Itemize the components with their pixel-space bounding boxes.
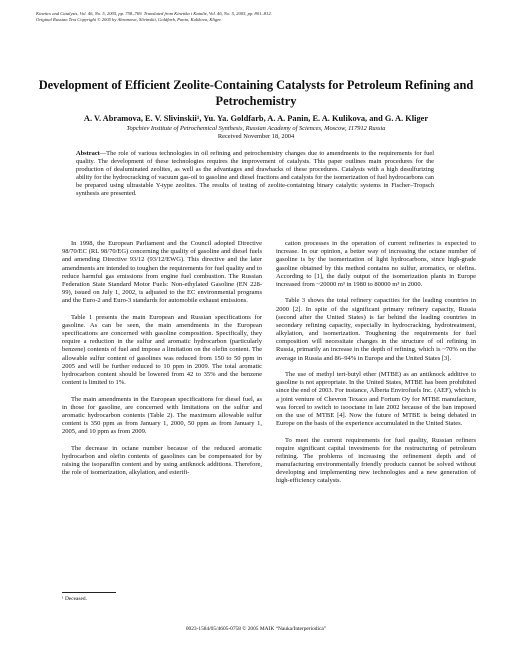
paragraph: The use of methyl tert-butyl ether (MTBE) as an antiknock additive to gasoline is not appropriate. In the United States, MTBE has been prohibited since the end of 2003. For instance, Alberta Envirofuels Inc. (AEF), which is a joint venture of Chevron Texaco and Fortum Oy for MTBE manufacture, was forced to switch to isooctane in late 2002 because of the ban imposed on the use of MTBE [4]. Now the future of MTBE is being debated in Europe on the basis of the experience accumulated in the United States. (276, 371, 477, 428)
footnote-divider (62, 592, 116, 593)
journal-citation: Kinetics and Catalysis, Vol. 46, No. 5, 2005, pp. 758–769. Translated from Kinetika i Kataliz, Vol. 46, No. 5, 2005, pp. 801–812. (36, 11, 272, 16)
copyright-line: Original Russian Text Copyright © 2005 by Abramova, Slivinskii, Goldfarb, Panin, Kulikova, Kliger. (36, 17, 222, 22)
paragraph: Table 1 presents the main European and Russian specifications for gasoline. As can be seen, the main amendments in the European specifications are concerned with gasoline composition. Specifically, they require a reduction in the sulfur and aromatic hydrocarbon (particularly benzene) contents of fuel and impose a limitation on the olefin content. The allowable sulfur content of gasolines was reduced from 150 to 50 ppm in 2005 and will be further reduced to 10 ppm in 2009. The total aromatic hydrocarbon content should be lowered from 42 to 35% and the benzene content is limited to 1%. (62, 313, 262, 387)
affiliation: Topchiev Institute of Petrochemical Synthesis, Russian Academy of Sciences, Moscow, 117912 Russia (126, 125, 386, 132)
paper-title: Development of Efficient Zeolite-Containing Catalysts for Petroleum Refining and Petrochemistry (38, 78, 474, 108)
right-column (276, 240, 476, 486)
footnote: ¹ Deceased. (62, 596, 87, 602)
paragraph: In 1998, the European Parliament and the Council adopted Directive 98/70/EC (RL 98/70/EG) concerning the quality of gasoline and diesel fuels and amending Directive 93/12 (93/12/EWG). This directive and the later amendments are intended to toughen the requirements for fuel quality and to reduce harmful gas emissions from engine fuel combustion. The Russian Federation State Standard Motor Fuels: Non-ethylated Gasoline (EN 228-99), issued on July 1, 2002, is adjusted to the EC environmental programs and the Euro-2 and Euro-3 standards for automobile exhaust emissions. (62, 240, 262, 305)
paragraph: The decrease in octane number because of the reduced aromatic hydrocarbon and olefin contents of gasolines can be compensated for by raising the isoparaffin content and by using antiknock additions. Therefore, the role of isomerization, alkylation, and esterifi- (62, 444, 262, 477)
abstract-text: —The role of various technologies in oil refining and petrochemistry changes due to amendments to the requirements for fuel quality. The development of these technologies requires the improvement of catalysts. This paper outlines main procedures for the production of dealuminated zeolites, as well as the advantages and drawbacks of these procedures. Catalysts with a high desulfurizing ability for the hydrocracking of vacuum gas-oil to gasoline and diesel fractions and catalysts for the isomerization of fuel hydrocarbons can be prepared using ultrastable Y-type zeolites. The results of testing of zeolite-containing binary catalytic systems in Fischer–Tropsch synthesis are presented. (76, 150, 434, 198)
paragraph: To meet the current requirements for fuel quality, Russian refiners require significant capital investments for the restructuring of petroleum refining. The problems of increasing the refinement depth and of manufacturing environmentally friendly products cannot be solved without developing and implementing new technologies and a new generation of high-efficiency catalysts. (276, 436, 476, 485)
author-list: A. V. Abramova, E. V. Slivinskii¹, Yu. Ya. Goldfarb, A. A. Panin, E. A. Kulikova, and G. A. Kliger (83, 114, 429, 123)
paragraph: Table 3 shows the total refinery capacities for the leading countries in 2000 [2]. In spite of the significant primary refinery capacity, Russia (second after the United States) is far behind the leading countries in secondary refining capacity, especially in hydrocracking, hydrotreatment, alkylation, and isomerization. Toughening the requirements for fuel composition will necessitate changes in the structure of oil refining in Russia, primarily an increase in the depth of refining, which is ~70% on the average in Russia and 86–94% in Europe and the United States [3]. (276, 297, 476, 362)
journal-header (36, 11, 476, 23)
paragraph: The main amendments in the European specifications for diesel fuel, as in those for gasoline, are concerned with limitations on the sulfur and aromatic hydrocarbon contents (Table 2). The maximum allowable sulfur content is 350 ppm as from January 1, 2000, 50 ppm as from January 1, 2005, and 10 ppm as from 2009. (62, 395, 262, 436)
page-footer: 0023-1584/05/4605-0758 © 2005 MAIK “Nauka/Interperiodica” (185, 626, 327, 632)
abstract-label: Abstract (76, 150, 100, 157)
received-date: Received November 18, 2004 (217, 133, 295, 140)
paragraph: cation processes in the operation of current refineries is expected to increase. In our opinion, a better way of increasing the octane number of gasoline is by the isomerization of light hydrocarbons, since high-grade gasoline obtained by this method contains no sulfur, aromatics, or olefins. According to [1], the daily output of the isomerization plants in Europe increased from ~20000 m³ in 1980 to 80000 m³ in 2000. (276, 240, 476, 288)
abstract (76, 150, 434, 199)
left-column (62, 240, 262, 477)
